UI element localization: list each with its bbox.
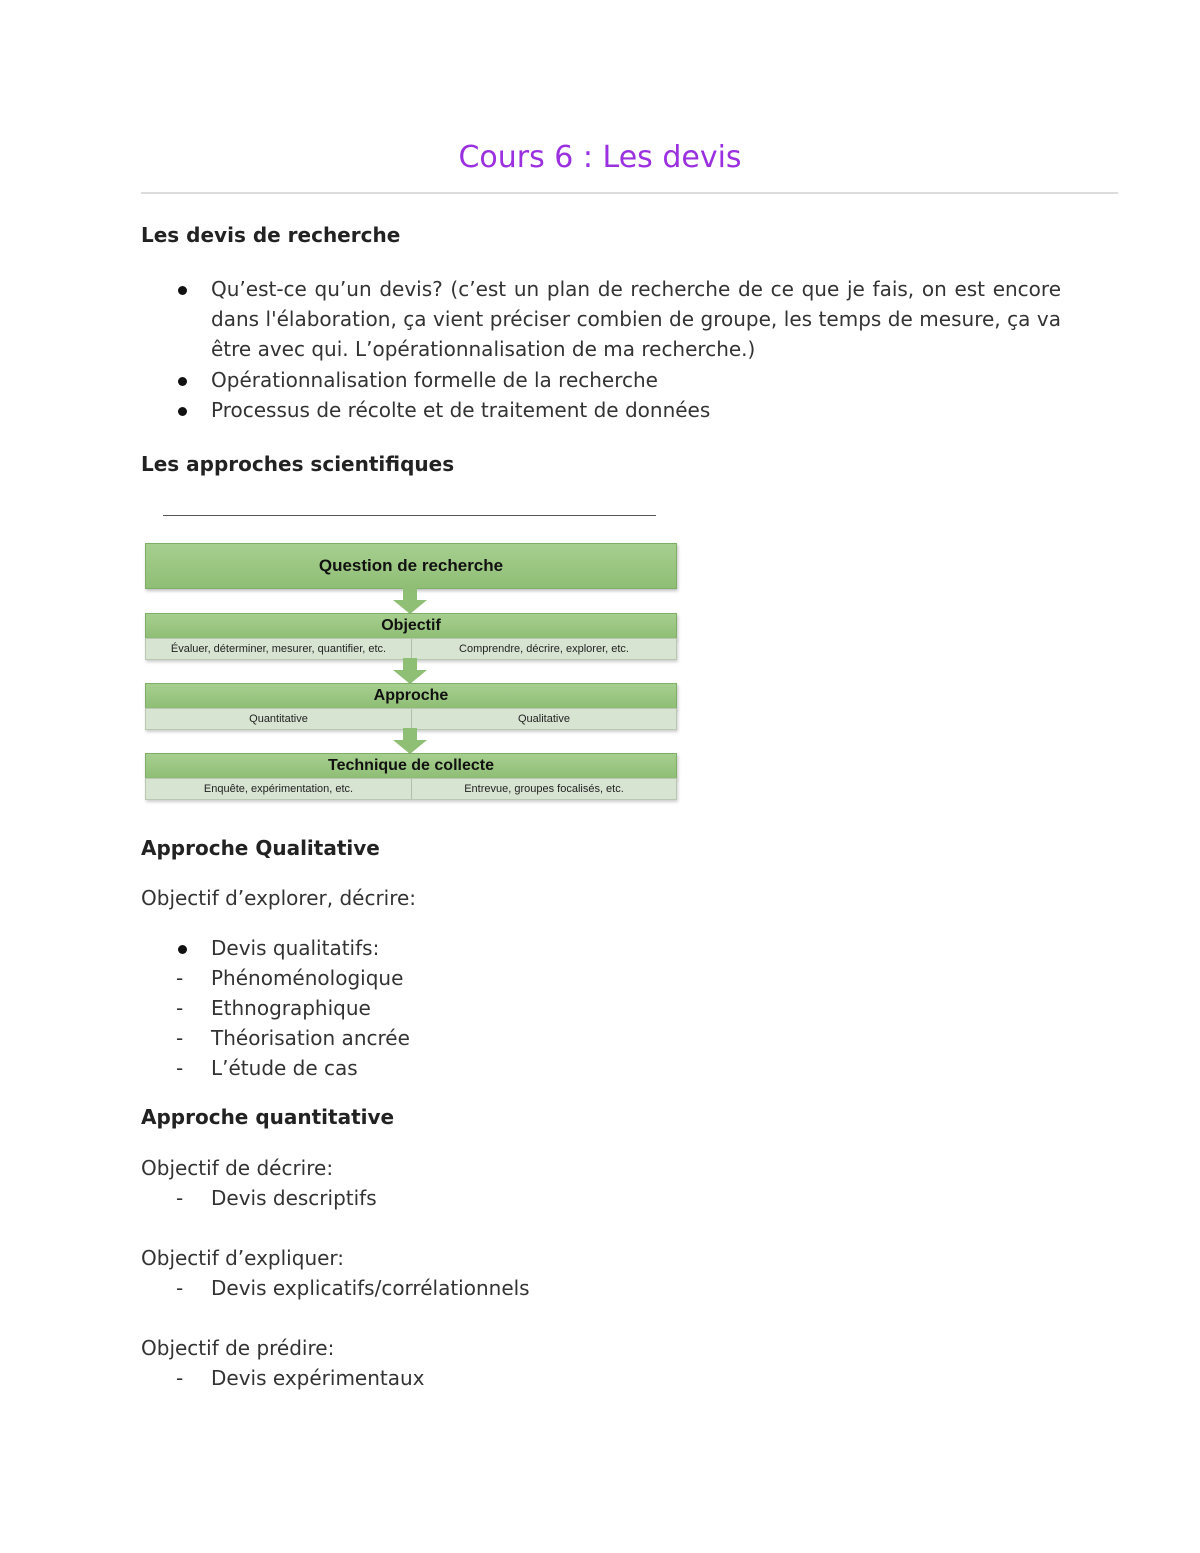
list-item: Théorisation ancrée — [211, 1026, 410, 1050]
dash-marker: - — [176, 1366, 184, 1390]
diagram-top-rule — [163, 515, 656, 516]
objective-label: Objectif d’expliquer: — [141, 1246, 345, 1270]
dash-marker: - — [176, 996, 184, 1020]
bullet-icon — [178, 407, 187, 416]
heading-approche-qualitative: Approche Qualitative — [141, 836, 380, 860]
bullet-icon — [178, 286, 187, 295]
dash-marker: - — [176, 966, 184, 990]
list-item: Devis descriptifs — [211, 1186, 377, 1210]
approche-box: Approche — [145, 683, 677, 709]
approche-right-label: Qualitative — [518, 713, 570, 725]
objectif-options — [145, 638, 677, 660]
objectif-left-label: Évaluer, déterminer, mesurer, quantifier, etc. — [170, 643, 387, 655]
list-item: Phénoménologique — [211, 966, 404, 990]
question-de-recherche-box: Question de recherche — [145, 543, 677, 589]
bullet-item: Processus de récolte et de traitement de données — [211, 398, 711, 422]
heading-devis-de-recherche: Les devis de recherche — [141, 223, 401, 247]
approche-left-label: Quantitative — [249, 713, 308, 725]
heading-approches-scientifiques: Les approches scientifiques — [141, 452, 455, 476]
dash-marker: - — [176, 1276, 184, 1300]
bullet-item: Qu’est-ce qu’un devis? (c’est un plan de recherche de ce que je fais, on est encore dans l'élaboration, ça vient préciser combien de groupe, les temps de mesure, ça va être avec qui. L’opérationnalisation de ma recherche.) — [211, 277, 1061, 361]
bullet-icon — [178, 945, 187, 954]
list-item: Devis expérimentaux — [211, 1366, 425, 1390]
dash-marker: - — [176, 1056, 184, 1080]
objectif-right-label: Comprendre, décrire, explorer, etc. — [459, 643, 629, 655]
qualitative-intro: Objectif d’explorer, décrire: — [141, 886, 417, 910]
bullet-item: Devis qualitatifs: — [211, 936, 380, 960]
list-item: Ethnographique — [211, 996, 371, 1020]
title-divider — [141, 192, 1118, 194]
technique-right-label: Entrevue, groupes focalisés, etc. — [464, 783, 624, 795]
bullet-item: Opérationnalisation formelle de la recherche — [211, 368, 658, 392]
objective-label: Objectif de décrire: — [141, 1156, 334, 1180]
objective-label: Objectif de prédire: — [141, 1336, 335, 1360]
list-item: Devis explicatifs/corrélationnels — [211, 1276, 530, 1300]
technique-left-label: Enquête, expérimentation, etc. — [203, 783, 354, 795]
list-item: L’étude de cas — [211, 1056, 358, 1080]
technique-de-collecte-box: Technique de collecte — [145, 753, 677, 779]
objectif-box: Objectif — [145, 613, 677, 639]
heading-approche-quantitative: Approche quantitative — [141, 1105, 395, 1129]
arrow-down-icon — [392, 588, 428, 614]
technique-options — [145, 778, 677, 800]
bullet-icon — [178, 377, 187, 386]
arrow-down-icon — [392, 728, 428, 754]
page-title: Cours 6 : Les devis — [458, 140, 742, 175]
dash-marker: - — [176, 1186, 184, 1210]
arrow-down-icon — [392, 658, 428, 684]
dash-marker: - — [176, 1026, 184, 1050]
approche-options — [145, 708, 677, 730]
